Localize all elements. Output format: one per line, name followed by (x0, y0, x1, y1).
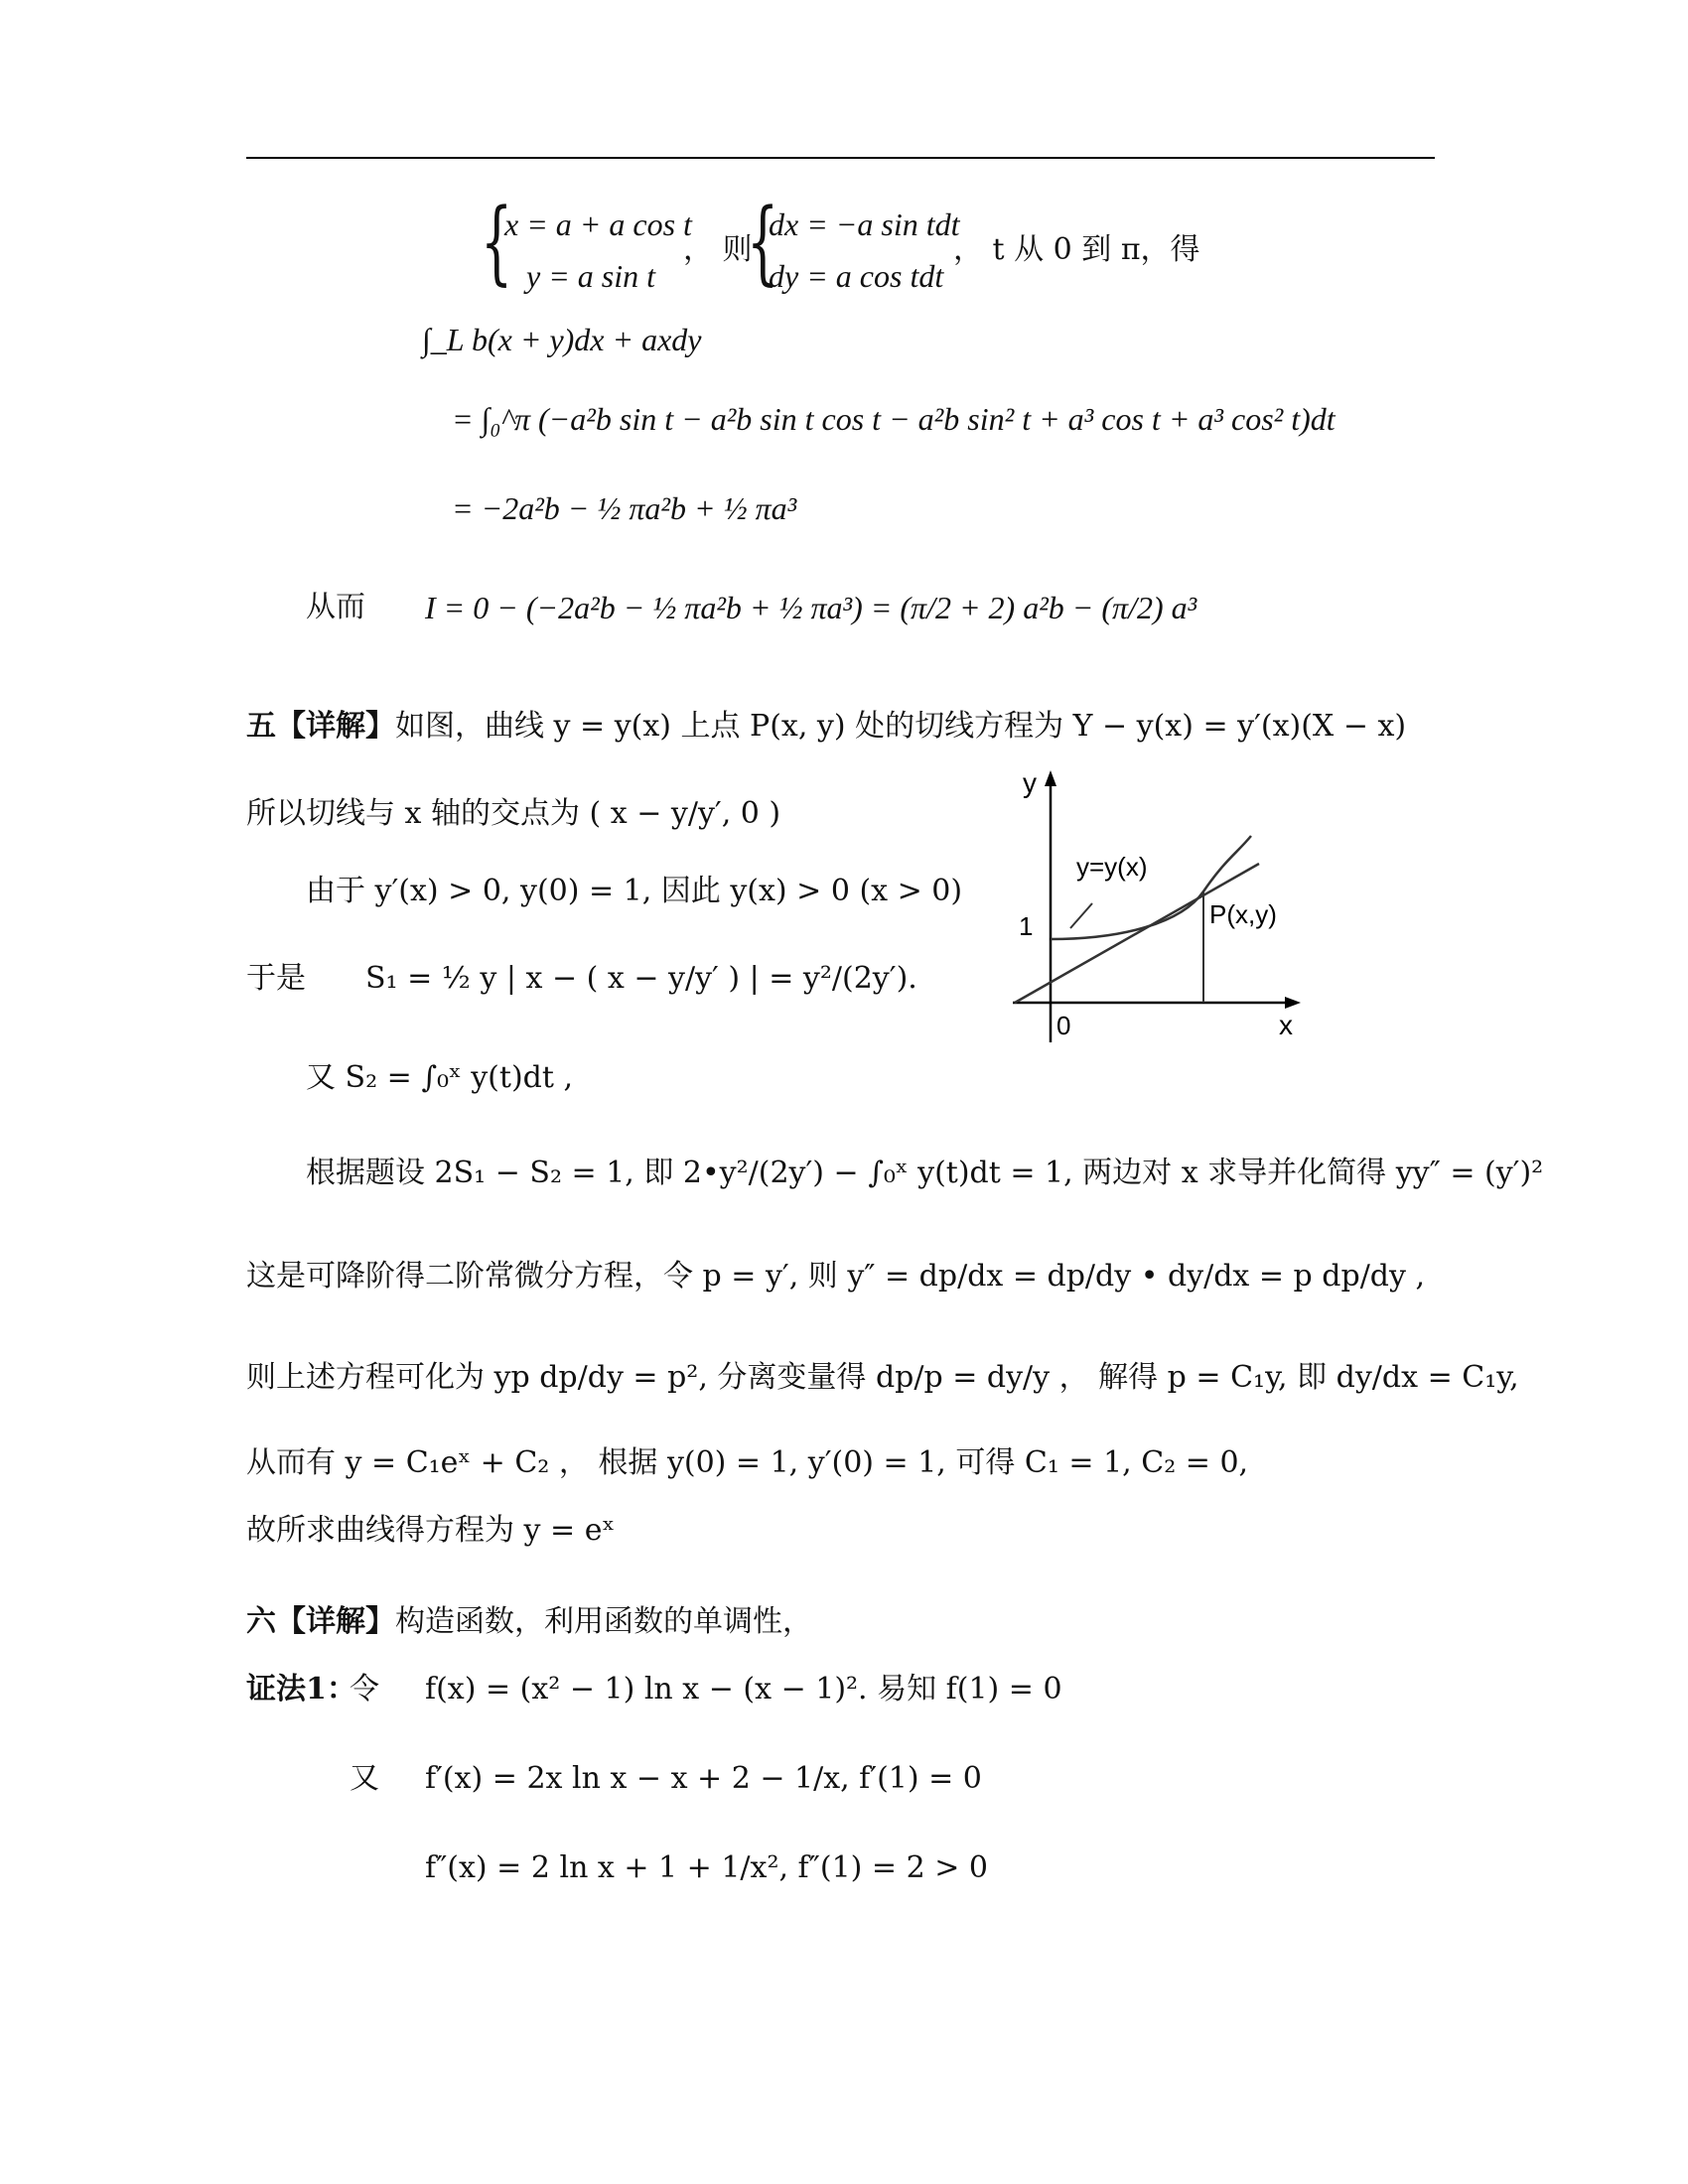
sec5-line-6: 根据题设 2S₁ − S₂ = 1, 即 2•y²/(2y′) − ∫₀ˣ y(t)dt = 1, 两边对 x 求导并化简得 yy″ = (y′)² (306, 1156, 1544, 1190)
sec6-intro: 构造函数，利用函数的单调性， (395, 1604, 812, 1639)
origin-label: 0 (1056, 1011, 1071, 1040)
left-brace: { (481, 189, 513, 295)
x-axis-label: x (1279, 1010, 1293, 1040)
sec6-proof-label: 证法1： (246, 1672, 356, 1706)
right-brace: { (747, 189, 779, 295)
param-dx-eq: dx = −a sin tdt (769, 206, 960, 242)
point-label: P(x,y) (1209, 899, 1277, 929)
sec5-line-5: 又 S₂ = ∫₀ˣ y(t)dt , (306, 1060, 573, 1095)
integral-line-2: = ∫₀^π (−a²b sin t − a²b sin t cos t − a²b sin² t + a³ cos t + a³ cos² t)dt (452, 401, 1336, 437)
sec5-line-8: 则上述方程可化为 yp dp/dy = p², 分离变量得 dp/p = dy/y ， 解得 p = C₁y, 即 dy/dx = C₁y, (246, 1360, 1519, 1395)
sec5-line-10: 故所求曲线得方程为 y = eˣ (246, 1513, 616, 1548)
param-x-eq: x = a + a cos t (504, 206, 692, 242)
sec6-line-1-pre: 令 (350, 1672, 379, 1706)
curve-label: y=y(x) (1076, 852, 1148, 882)
integral-line-4: I = 0 − (−2a²b − ½ πa²b + ½ πa³) = (π/2 + 2) a²b − (π/2) a³ (425, 590, 1197, 625)
param-dy-eq: dy = a cos tdt (769, 258, 944, 294)
tangent-figure (993, 764, 1331, 1052)
tangent-figure-svg (993, 764, 1331, 1052)
sec6-line-1: f(x) = (x² − 1) ln x − (x − 1)². 易知 f(1) = 0 (425, 1672, 1062, 1706)
sec5-line-4-label: 于是 (246, 961, 306, 996)
sec5-line-7: 这是可降阶得二阶常微分方程，令 p = y′, 则 y″ = dp/dx = dp/dy • dy/dx = p dp/dy , (246, 1259, 1426, 1294)
sec6-line-2: f′(x) = 2x ln x − x + 2 − 1/x, f′(1) = 0 (425, 1761, 982, 1796)
param-y-eq: y = a sin t (526, 258, 656, 294)
sec6-line-2-pre: 又 (350, 1761, 379, 1796)
integral-line-1: ∫_L b(x + y)dx + axdy (422, 322, 702, 357)
one-label: 1 (1019, 911, 1034, 941)
header-rule (246, 157, 1435, 159)
sec5-line-3: 由于 y′(x) > 0, y(0) = 1, 因此 y(x) > 0 (x > 0) (306, 874, 963, 908)
sec5-line-9: 从而有 y = C₁eˣ + C₂ ， 根据 y(0) = 1, y′(0) = 1, 可得 C₁ = 1, C₂ = 0, (246, 1445, 1249, 1480)
section-5-heading: 五【详解】 (246, 709, 395, 744)
x-axis-arrow (1285, 997, 1301, 1009)
y-axis-label: y (1023, 767, 1037, 798)
section-6-heading: 六【详解】 (246, 1604, 395, 1639)
integral-line-4-label: 从而 (306, 590, 365, 624)
y-axis-arrow (1045, 770, 1056, 786)
curve-pointer-line (1070, 903, 1092, 928)
param-range: ， t 从 0 到 π，得 (953, 232, 1200, 267)
sec5-line-4: S₁ = ½ y | x − ( x − y/y′ ) | = y²/(2y′). (365, 961, 917, 996)
integral-line-3: = −2a²b − ½ πa²b + ½ πa³ (452, 490, 797, 526)
param-then: ， 则 (683, 232, 753, 267)
sec5-line-1: 如图，曲线 y = y(x) 上点 P(x, y) 处的切线方程为 Y − y(x) = y′(x)(X − x) (395, 709, 1407, 744)
sec5-line-2: 所以切线与 x 轴的交点为 ( x − y/y′, 0 ) (246, 796, 781, 831)
sec6-line-3: f″(x) = 2 ln x + 1 + 1/x², f″(1) = 2 > 0 (425, 1850, 988, 1885)
